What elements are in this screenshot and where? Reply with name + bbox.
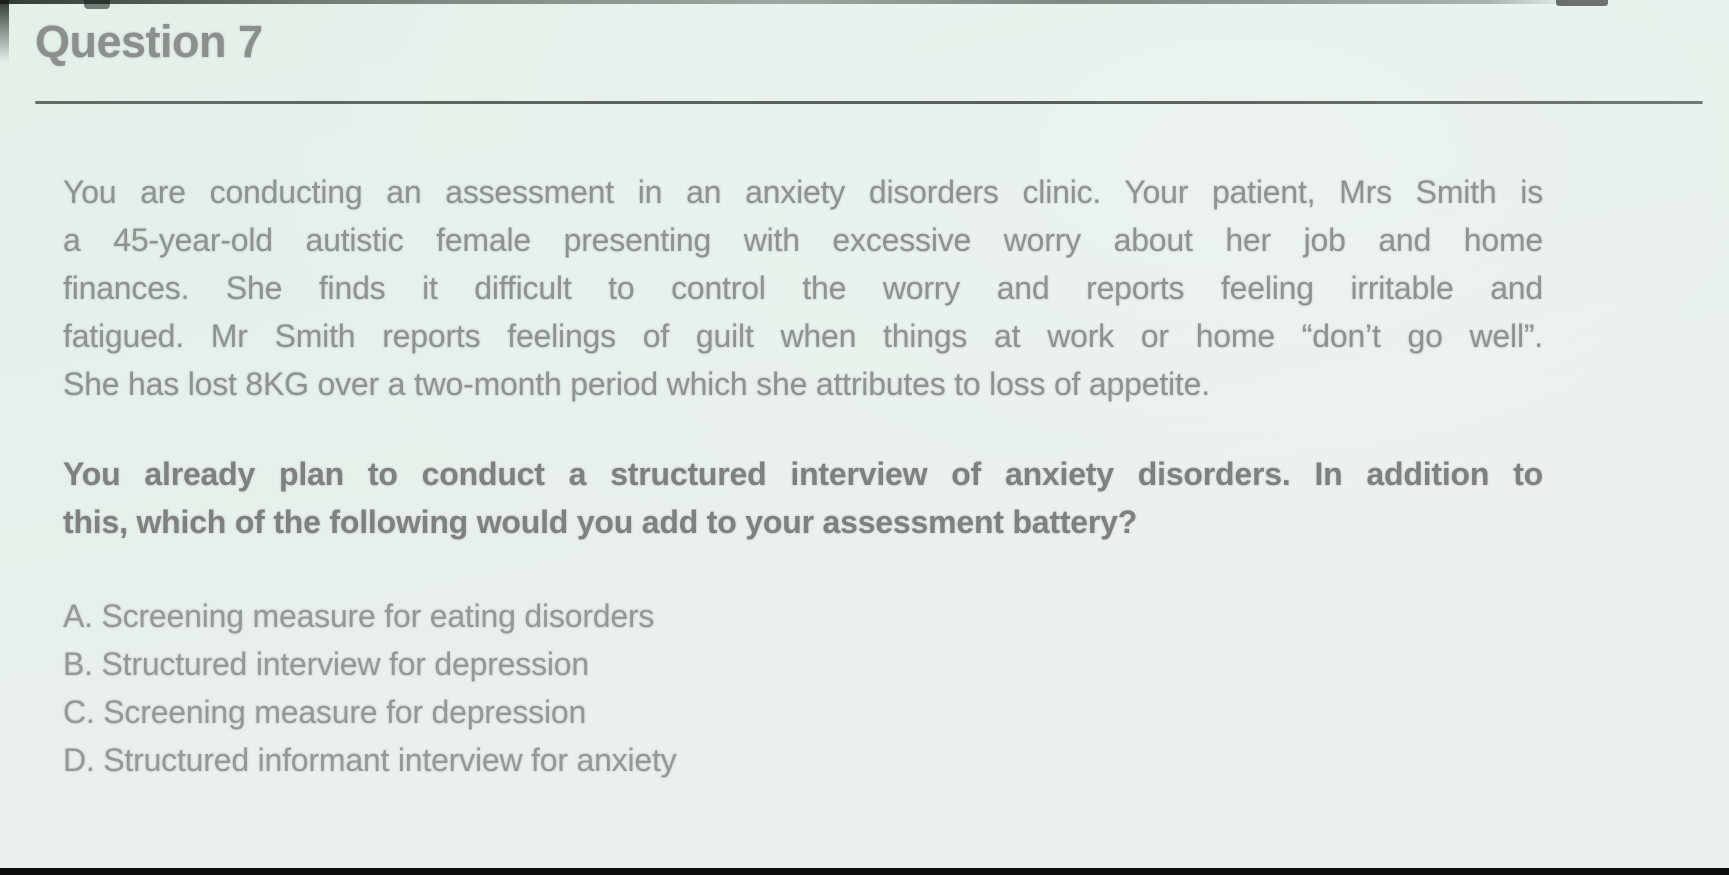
option-item-d: D. Structured informant interview for anxiety	[63, 742, 677, 778]
title-underline	[35, 101, 1703, 104]
option-item-b: B. Structured interview for depression	[63, 646, 589, 682]
photo-artifact-top-edge	[0, 0, 1729, 4]
vignette-line: finances. She finds it difficult to control the worry and reports feeling irritable and	[63, 270, 1543, 306]
vignette-line: fatigued. Mr Smith reports feelings of guilt when things at work or home “don’t go well”.	[63, 318, 1543, 354]
vignette-line: You are conducting an assessment in an anxiety disorders clinic. Your patient, Mrs Smith is	[63, 174, 1543, 210]
option-item-c: C. Screening measure for depression	[63, 694, 587, 730]
photo-artifact-top-right-dash	[1556, 0, 1608, 6]
photo-artifact-left-edge	[0, 0, 9, 62]
question-line: You already plan to conduct a structured interview of anxiety disorders. In addition to	[63, 456, 1543, 492]
page-title: Question 7	[35, 16, 263, 67]
vignette-line: She has lost 8KG over a two-month period which she attributes to loss of appetite.	[63, 366, 1210, 402]
option-item-a: A. Screening measure for eating disorders	[63, 598, 655, 634]
vignette-paragraph	[63, 168, 1543, 408]
options-list	[63, 592, 1543, 784]
screen-bottom-edge	[0, 868, 1729, 875]
photo-artifact-top-notch	[84, 0, 110, 9]
question-line: this, which of the following would you add to your assessment battery?	[63, 504, 1138, 540]
question-paragraph	[63, 450, 1543, 546]
vignette-line: a 45-year-old autistic female presenting with excessive worry about her job and home	[63, 222, 1543, 258]
